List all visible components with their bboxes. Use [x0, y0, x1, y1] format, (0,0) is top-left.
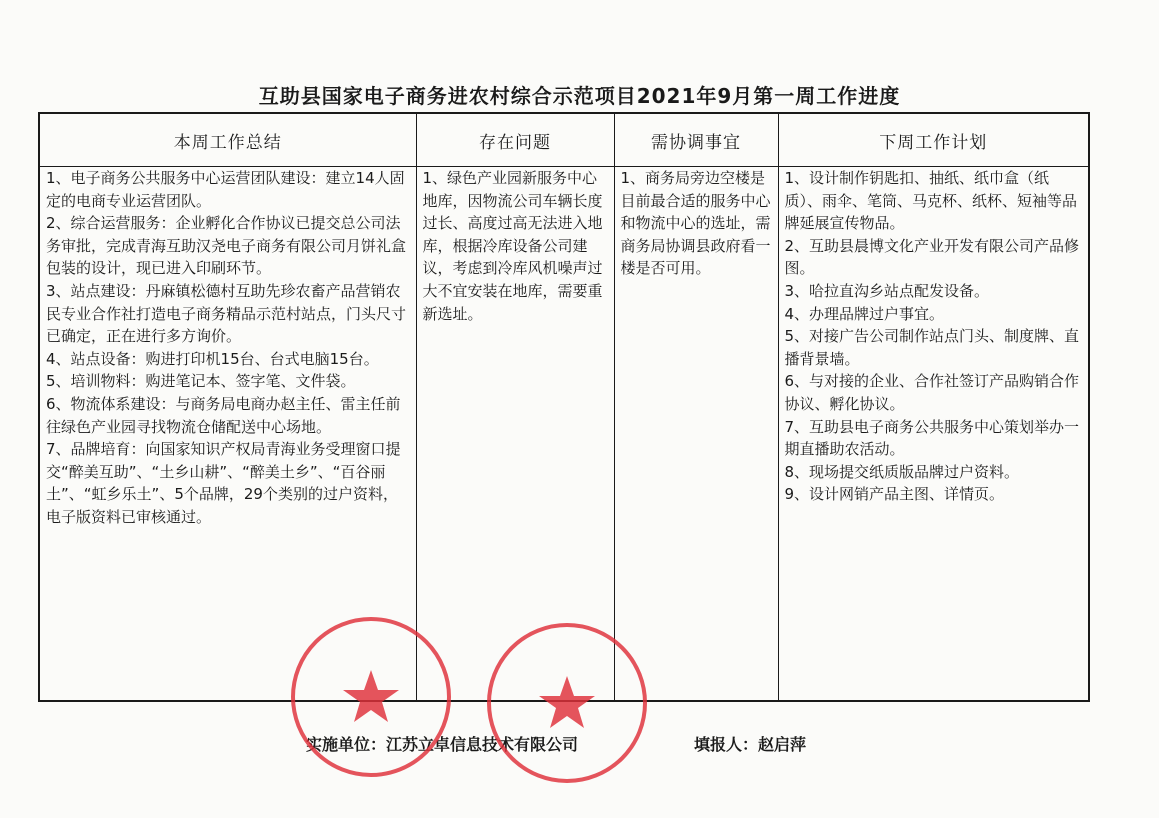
filler-label: 填报人：赵启萍	[694, 735, 807, 754]
plan-item: 3、哈拉直沟乡站点配发设备。	[784, 281, 990, 300]
header-weekly-summary: 本周工作总结	[39, 113, 416, 167]
page-title: 互助县国家电子商务进农村综合示范项目2021年9月第一周工作进度	[258, 84, 901, 108]
plan-item: 1、设计制作钥匙扣、抽纸、纸巾盒（纸质）、雨伞、笔筒、马克杯、纸杯、短袖等品牌延展宣传物品。	[784, 169, 1078, 233]
plan-item: 9、设计网销产品主图、详情页。	[784, 485, 1005, 504]
implementer-label: 实施单位：江苏立卓信息技术有限公司	[306, 735, 579, 754]
plan-item: 6、与对接的企业、合作社签订产品购销合作协议、孵化协议。	[784, 372, 1080, 413]
plan-item: 8、现场提交纸质版品牌过户资料。	[784, 462, 1020, 481]
progress-table	[38, 112, 1090, 702]
summary-item: 6、物流体系建设：与商务局电商办赵主任、雷主任前往绿色产业园寻找物流仓储配送中心场地。	[46, 394, 401, 436]
header-next-week-plan: 下周工作计划	[778, 113, 1089, 167]
header-problems: 存在问题	[416, 113, 614, 167]
summary-item: 2、综合运营服务：企业孵化合作协议已提交总公司法务审批，完成青海互助汉尧电子商务有限公司月饼礼盒包装的设计，现已进入印刷环节。	[46, 214, 407, 278]
plan-item: 4、办理品牌过户事宜。	[784, 304, 945, 323]
summary-item: 4、站点设备：购进打印机15台、台式电脑15台。	[46, 349, 379, 368]
plan-item: 7、互助县电子商务公共服务中心策划举办一期直播助农活动。	[784, 417, 1080, 459]
right-seal-stamp	[482, 618, 652, 788]
summary-item: 7、品牌培育：向国家知识产权局青海业务受理窗口提交“醉美互助”、“土乡山耕”、“醉美土乡”、“百谷丽土”、“虹乡乐土”、5个品牌，29个类别的过户资料，电子版资料已审核通过。	[46, 440, 401, 526]
summary-item: 5、培训物料：购进笔记本、签字笔、文件袋。	[46, 372, 356, 391]
table-header-row	[39, 113, 1089, 167]
coordination-item: 1、商务局旁边空楼是目前最合适的服务中心和物流中心的选址，需商务局协调县政府看一楼是否可用。	[620, 169, 771, 278]
plan-item: 5、对接广告公司制作站点门头、制度牌、直播背景墙。	[784, 327, 1080, 368]
left-seal-stamp	[286, 612, 456, 782]
summary-item: 1、电子商务公共服务中心运营团队建设：建立14人固定的电商专业运营团队。	[46, 169, 405, 210]
problem-item: 1、绿色产业园新服务中心地库，因物流公司车辆长度过长、高度过高无法进入地库，根据冷库设备公司建议，考虑到冷库风机噪声过大不宜安装在地库，需要重新选址。	[422, 169, 603, 323]
plan-item: 2、互助县晨博文化产业开发有限公司产品修图。	[784, 236, 1080, 278]
next-week-plan-cell	[778, 167, 1089, 702]
header-coordination: 需协调事宜	[614, 113, 778, 167]
summary-item: 3、站点建设：丹麻镇松德村互助先珍农畜产品营销农民专业合作社打造电子商务精品示范村站点，门头尺寸已确定，正在进行多方询价。	[46, 281, 407, 346]
